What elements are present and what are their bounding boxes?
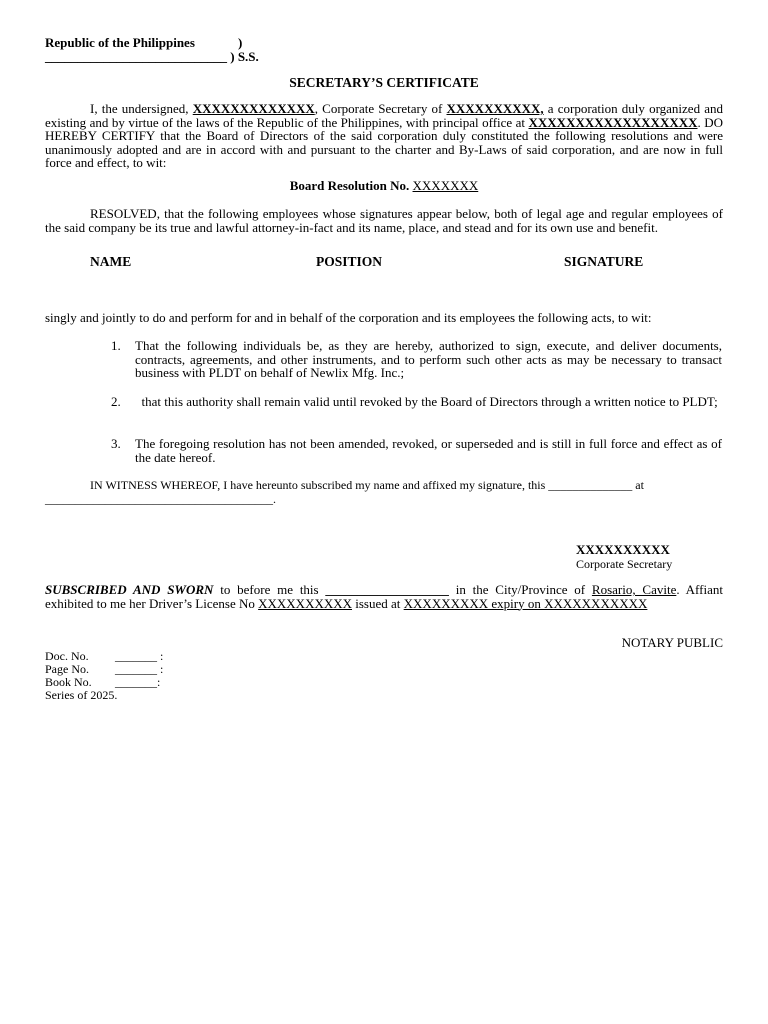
jurat-place: Rosario, Cavite	[591, 582, 677, 597]
intro-paragraph	[45, 102, 723, 170]
venue-ss: ) S.S.	[230, 48, 259, 64]
series-label: Series of 2025.	[45, 688, 118, 702]
column-header-signature: SIGNATURE	[564, 254, 644, 269]
venue-block	[45, 36, 345, 63]
list-item-text: That the following individuals be, as they are hereby, authorized to sign, execute, and deliver documents, contracts, agreements, and other instruments, and to perform such other acts as may be necessary to transact business with PLDT on behalf of Newlix Mfg. Inc.;	[135, 338, 722, 380]
list-item-number: 2.	[111, 394, 121, 409]
corporation-name: XXXXXXXXXX,	[446, 101, 544, 116]
venue-country: Republic of the Philippines	[45, 35, 195, 50]
doc-no-blank: _______ :	[115, 649, 164, 663]
signer-block	[576, 543, 672, 571]
doc-no-label: Doc. No.	[45, 649, 89, 663]
venue-blank: ____________________________	[45, 48, 227, 64]
signer-role: Corporate Secretary	[576, 556, 673, 571]
acts-paragraph: singly and jointly to do and perform for and in behalf of the corporation and its employees the following acts, to wit:	[45, 310, 652, 325]
column-header-name: NAME	[90, 254, 132, 269]
column-header-position: POSITION	[316, 254, 383, 269]
jurat-lead: SUBSCRIBED AND SWORN	[45, 582, 214, 597]
jurat-text-3: . Affiant exhibited to me her Driver’s License No	[45, 582, 723, 611]
intro-text-3: a corporation duly organized and existing and by virtue of the laws of the Republic of the Philippines, with principal office at	[45, 101, 724, 130]
list-item-number: 1.	[111, 338, 121, 353]
document-title: SECRETARY’S CERTIFICATE	[289, 75, 479, 90]
resolved-text: RESOLVED, that the following employees whose signatures appear below, both of legal age and regular employees of the said company be its true and lawful attorney-in-fact and its name, place, and stead and for its own use and benefit.	[45, 206, 723, 235]
resolution-label: Board Resolution No.	[289, 178, 413, 193]
intro-text-2: , Corporate Secretary of	[314, 101, 447, 116]
book-no-blank: _______:	[115, 675, 161, 689]
jurat-paragraph	[45, 583, 723, 610]
list-item-text: The foregoing resolution has not been amended, revoked, or superseded and is still in full force and effect as of the date hereof.	[135, 436, 722, 465]
resolution-number: XXXXXXX	[412, 178, 479, 193]
secretary-name: XXXXXXXXXXXXX	[192, 101, 315, 116]
signer-name: XXXXXXXXXX	[576, 542, 670, 557]
page-no-blank: _______ :	[115, 662, 164, 676]
list-item-number: 3.	[111, 436, 121, 451]
witness-text: IN WITNESS WHEREOF, I have hereunto subscribed my name and affixed my signature, this ______________ at ______________________________________.	[45, 478, 644, 506]
venue-paren: )	[238, 35, 243, 50]
intro-text-1: I, the undersigned,	[90, 101, 193, 116]
list-item-text: that this authority shall remain valid until revoked by the Board of Directors through a written notice to PLDT;	[135, 394, 718, 409]
page-no-label: Page No.	[45, 662, 89, 676]
witness-paragraph	[45, 479, 723, 506]
license-number: XXXXXXXXXX	[258, 595, 353, 611]
jurat-text-1: to before me this	[213, 582, 326, 597]
series-row	[45, 689, 345, 702]
doc-register-block	[45, 650, 345, 702]
book-no-label: Book No.	[45, 675, 92, 689]
license-issued-at: XXXXXXXXX expiry on XXXXXXXXXXX	[403, 595, 648, 611]
resolved-paragraph	[45, 207, 723, 234]
notary-public-label: NOTARY PUBLIC	[621, 635, 723, 650]
jurat-text-2: in the City/Province of	[448, 582, 592, 597]
doc-register-row	[45, 650, 345, 663]
jurat-text-4: issued at	[352, 595, 404, 611]
office-address: XXXXXXXXXXXXXXXXXX	[528, 114, 698, 130]
board-resolution-heading	[45, 179, 723, 193]
jurat-date-blank: ___________________	[325, 582, 449, 597]
intro-text-4: . DO HEREBY CERTIFY that the Board of Directors of the said corporation duly constituted the following resolutions and were unanimously adopted and are in accord with and pursuant to the charter and By-Laws of said corporation, and are now in full force and effect, to wit:	[45, 114, 724, 170]
